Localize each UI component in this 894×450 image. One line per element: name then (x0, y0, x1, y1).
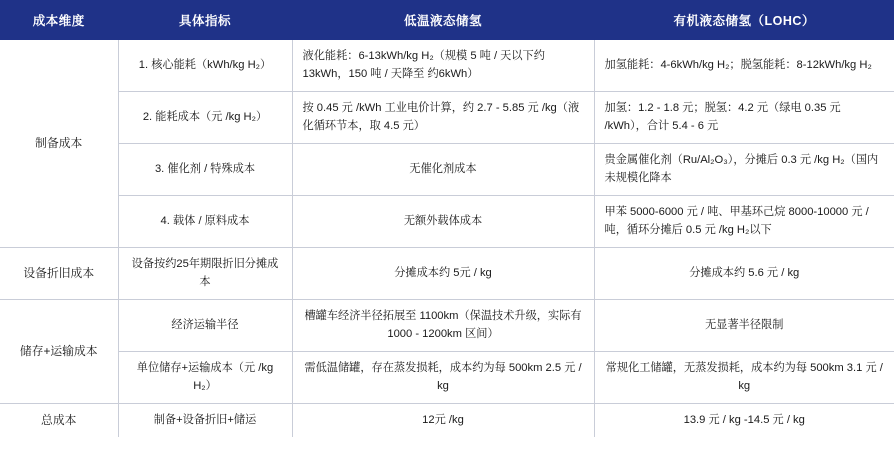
cell-low-temp-value: 12元 /kg (292, 403, 594, 437)
table-row (0, 91, 894, 143)
table-row (0, 403, 894, 437)
cell-metric: 1. 核心能耗（kWh/kg H₂） (118, 40, 292, 91)
cell-lohc-value: 分摊成本约 5.6 元 / kg (594, 247, 894, 299)
cell-low-temp-value: 液化能耗：6-13kWh/kg H₂（规模 5 吨 / 天以下约 13kWh，150 吨 / 天降至 约6kWh） (292, 40, 594, 91)
table-header-row (0, 0, 894, 40)
cell-lohc-value: 贵金属催化剂（Ru/Al₂O₃），分摊后 0.3 元 /kg H₂（国内未规模化降本 (594, 143, 894, 195)
cell-metric: 设备按约25年期限折旧分摊成本 (118, 247, 292, 299)
cell-lohc-value: 加氢能耗：4-6kWh/kg H₂；脱氢能耗：8-12kWh/kg H₂ (594, 40, 894, 91)
cell-low-temp-value: 槽罐车经济半径拓展至 1100km（保温技术升级，实际有 1000 - 1200km 区间） (292, 299, 594, 351)
cell-lohc-value: 甲苯 5000-6000 元 / 吨、甲基环己烷 8000-10000 元 / 吨，循环分摊后 0.5 元 /kg H₂以下 (594, 195, 894, 247)
table-row (0, 195, 894, 247)
cell-low-temp-value: 分摊成本约 5元 / kg (292, 247, 594, 299)
cell-dimension: 设备折旧成本 (0, 247, 118, 299)
column-header-dimension: 成本维度 (0, 0, 118, 40)
cell-lohc-value: 无显著半径限制 (594, 299, 894, 351)
table-row (0, 143, 894, 195)
cell-metric: 经济运输半径 (118, 299, 292, 351)
column-header-lohc: 有机液态储氢（LOHC） (594, 0, 894, 40)
cell-metric: 2. 能耗成本（元 /kg H₂） (118, 91, 292, 143)
cell-low-temp-value: 无催化剂成本 (292, 143, 594, 195)
table-row (0, 299, 894, 351)
cell-low-temp-value: 需低温储罐，存在蒸发损耗，成本约为每 500km 2.5 元 / kg (292, 351, 594, 403)
cell-metric: 制备+设备折旧+储运 (118, 403, 292, 437)
cell-metric: 单位储存+运输成本（元 /kg H₂） (118, 351, 292, 403)
cell-metric: 4. 载体 / 原料成本 (118, 195, 292, 247)
cell-low-temp-value: 按 0.45 元 /kWh 工业电价计算，约 2.7 - 5.85 元 /kg（液化循环节本，取 4.5 元） (292, 91, 594, 143)
cell-lohc-value: 加氢：1.2 - 1.8 元；脱氢：4.2 元（绿电 0.35 元 /kWh），合计 5.4 - 6 元 (594, 91, 894, 143)
cell-low-temp-value: 无额外载体成本 (292, 195, 594, 247)
table-header (0, 0, 894, 40)
column-header-low-temp: 低温液态储氢 (292, 0, 594, 40)
table-row (0, 40, 894, 91)
cell-metric: 3. 催化剂 / 特殊成本 (118, 143, 292, 195)
table-row (0, 247, 894, 299)
cell-lohc-value: 13.9 元 / kg -14.5 元 / kg (594, 403, 894, 437)
cell-dimension: 储存+运输成本 (0, 299, 118, 403)
cell-lohc-value: 常规化工储罐，无蒸发损耗，成本约为每 500km 3.1 元 / kg (594, 351, 894, 403)
column-header-metric: 具体指标 (118, 0, 292, 40)
table-row (0, 351, 894, 403)
cell-dimension: 总成本 (0, 403, 118, 437)
cell-dimension: 制备成本 (0, 40, 118, 247)
table-body (0, 40, 894, 437)
